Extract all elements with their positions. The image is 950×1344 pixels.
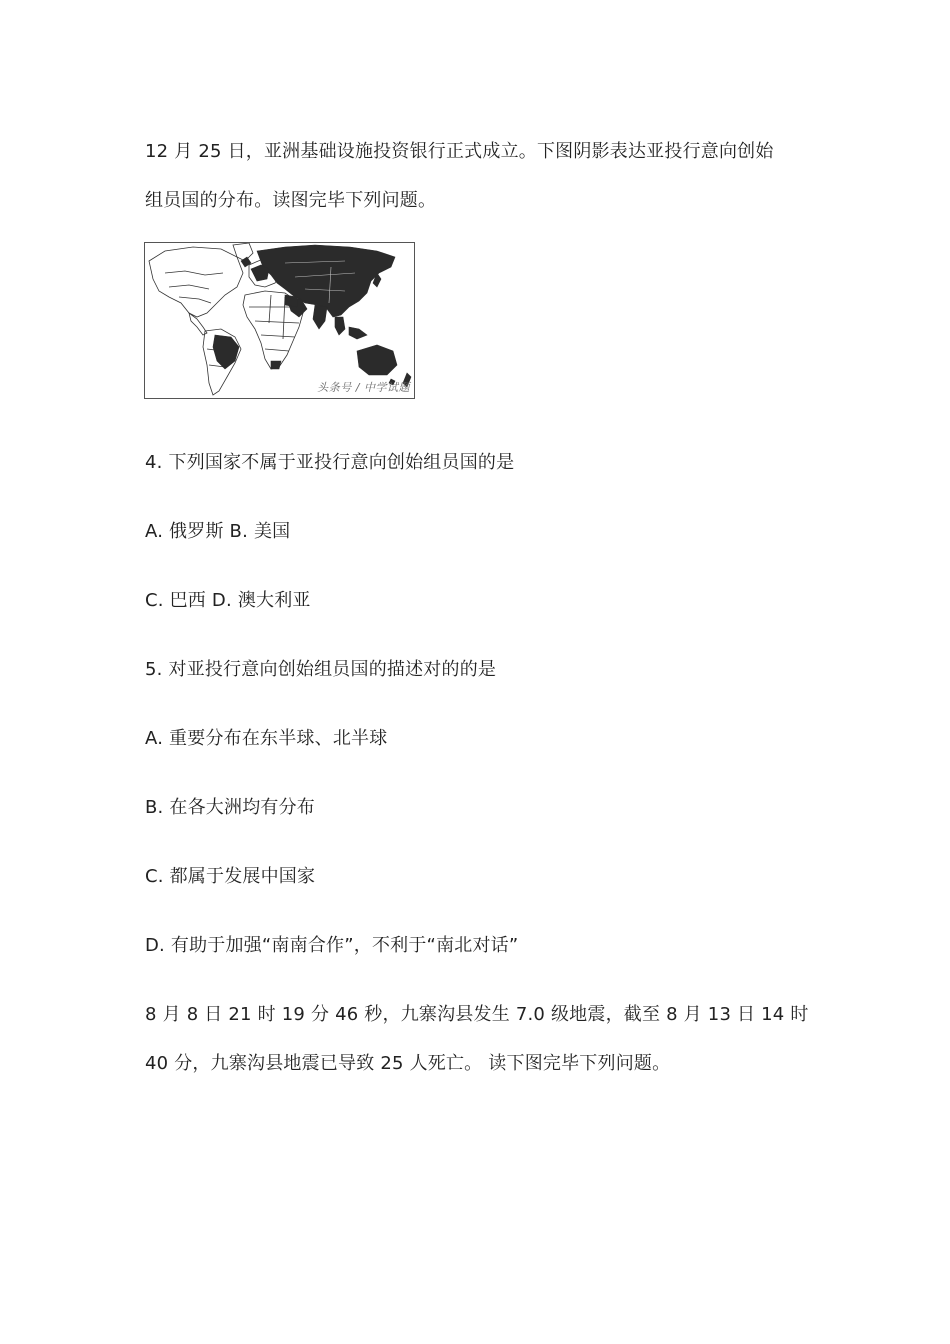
- intro2-line2: 40 分，九寨沟县地震已导致 25 人死亡。 读下图完毕下列问题。: [145, 1053, 671, 1074]
- q5-option-c: C. 都属于发展中国家: [145, 866, 316, 887]
- q4-options-ab: A. 俄罗斯 B. 美国: [145, 521, 291, 542]
- intro2-line1: 8 月 8 日 21 时 19 分 46 秒，九寨沟县发生 7.0 级地震，截至 8 月 13 日 14 时: [145, 1004, 809, 1025]
- world-map: [145, 243, 414, 398]
- q4-options-cd: C. 巴西 D. 澳大利亚: [145, 590, 311, 611]
- brazil-shaded: [213, 335, 239, 369]
- world-map-figure: [144, 242, 415, 399]
- q5-stem: 5. 对亚投行意向创始组员国的描述对的的是: [145, 659, 497, 680]
- australia-shaded: [357, 345, 397, 375]
- north-america-outline: [149, 247, 243, 317]
- q4-stem: 4. 下列国家不属于亚投行意向创始组员国的是: [145, 452, 515, 473]
- shaded-member-states: [213, 245, 411, 387]
- greenland-outline: [233, 243, 253, 261]
- intro1-line1: 12 月 25 日，亚洲基础设施投资银行正式成立。下图阴影表达亚投行意向创始: [145, 141, 774, 162]
- map-watermark: 头条号 / 中学试题: [317, 381, 410, 394]
- q5-option-b: B. 在各大洲均有分布: [145, 797, 315, 818]
- q5-option-d: D. 有助于加强“南南合作”，不利于“南北对话”: [145, 935, 519, 956]
- intro1-line2: 组员国的分布。读图完毕下列问题。: [145, 190, 437, 211]
- q5-option-a: A. 重要分布在东半球、北半球: [145, 728, 388, 749]
